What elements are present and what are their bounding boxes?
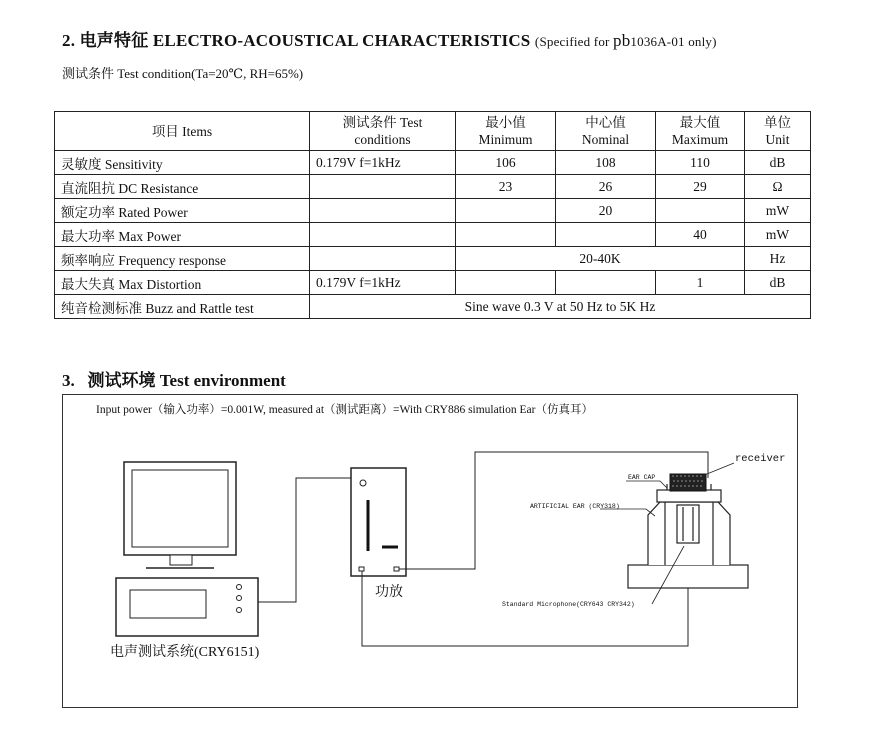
spec-note: (Specified for pb1036A-01 only) bbox=[534, 31, 717, 50]
header-conditions: 测试条件 Test conditions bbox=[310, 112, 456, 151]
table-row: 频率响应 Frequency response 20-40K Hz bbox=[55, 247, 811, 271]
microphone-label: Standard Microphone(CRY643 CRY342) bbox=[502, 601, 635, 608]
section-number: 2. bbox=[62, 31, 76, 50]
table-row: 额定功率 Rated Power 20 mW bbox=[55, 199, 811, 223]
ear-cap-label: EAR CAP bbox=[628, 474, 656, 481]
amplifier-icon bbox=[351, 468, 406, 576]
table-row: 纯音检测标准 Buzz and Rattle test Sine wave 0.3 V at 50 Hz to 5K Hz bbox=[55, 295, 811, 319]
input-power-text: Input power（输入功率）=0.001W, measured at（测试距离）=With CRY886 simulation Ear（仿真耳） bbox=[96, 404, 593, 416]
receiver-icon bbox=[670, 474, 706, 491]
pc-label: 电声测试系统(CRY6151) bbox=[110, 645, 260, 660]
test-condition: 测试条件 Test condition(Ta=20℃, RH=65%) bbox=[62, 66, 304, 81]
header-minimum: 最小值 Minimum bbox=[456, 112, 556, 151]
monitor-icon bbox=[124, 462, 236, 568]
table-row: 最大失真 Max Distortion 0.179V f=1kHz 1 dB bbox=[55, 271, 811, 295]
header-nominal: 中心值 Nominal bbox=[556, 112, 656, 151]
table-row: 最大功率 Max Power 40 mW bbox=[55, 223, 811, 247]
artificial-ear-icon bbox=[628, 484, 748, 588]
receiver-label: receiver bbox=[735, 453, 786, 465]
section-title-cn: 测试环境 bbox=[87, 371, 156, 390]
section-title-en: ELECTRO-ACOUSTICAL CHARACTERISTICS bbox=[152, 31, 531, 50]
header-maximum: 最大值 Maximum bbox=[656, 112, 745, 151]
section-title-cn: 电声特征 bbox=[79, 31, 149, 50]
table-row: 灵敏度 Sensitivity 0.179V f=1kHz 106 108 110 dB bbox=[55, 151, 811, 175]
pc-unit-icon bbox=[116, 578, 258, 636]
table-row: 直流阻抗 DC Resistance 23 26 29 Ω bbox=[55, 175, 811, 199]
section-title-en: Test environment bbox=[159, 371, 286, 390]
section-number: 3. bbox=[62, 371, 75, 390]
header-items: 项目 Items bbox=[55, 112, 310, 151]
header-unit: 单位 Unit bbox=[745, 112, 811, 151]
amplifier-label: 功放 bbox=[375, 585, 403, 600]
artificial-ear-label: ARTIFICIAL EAR (CRY318) bbox=[530, 503, 620, 510]
